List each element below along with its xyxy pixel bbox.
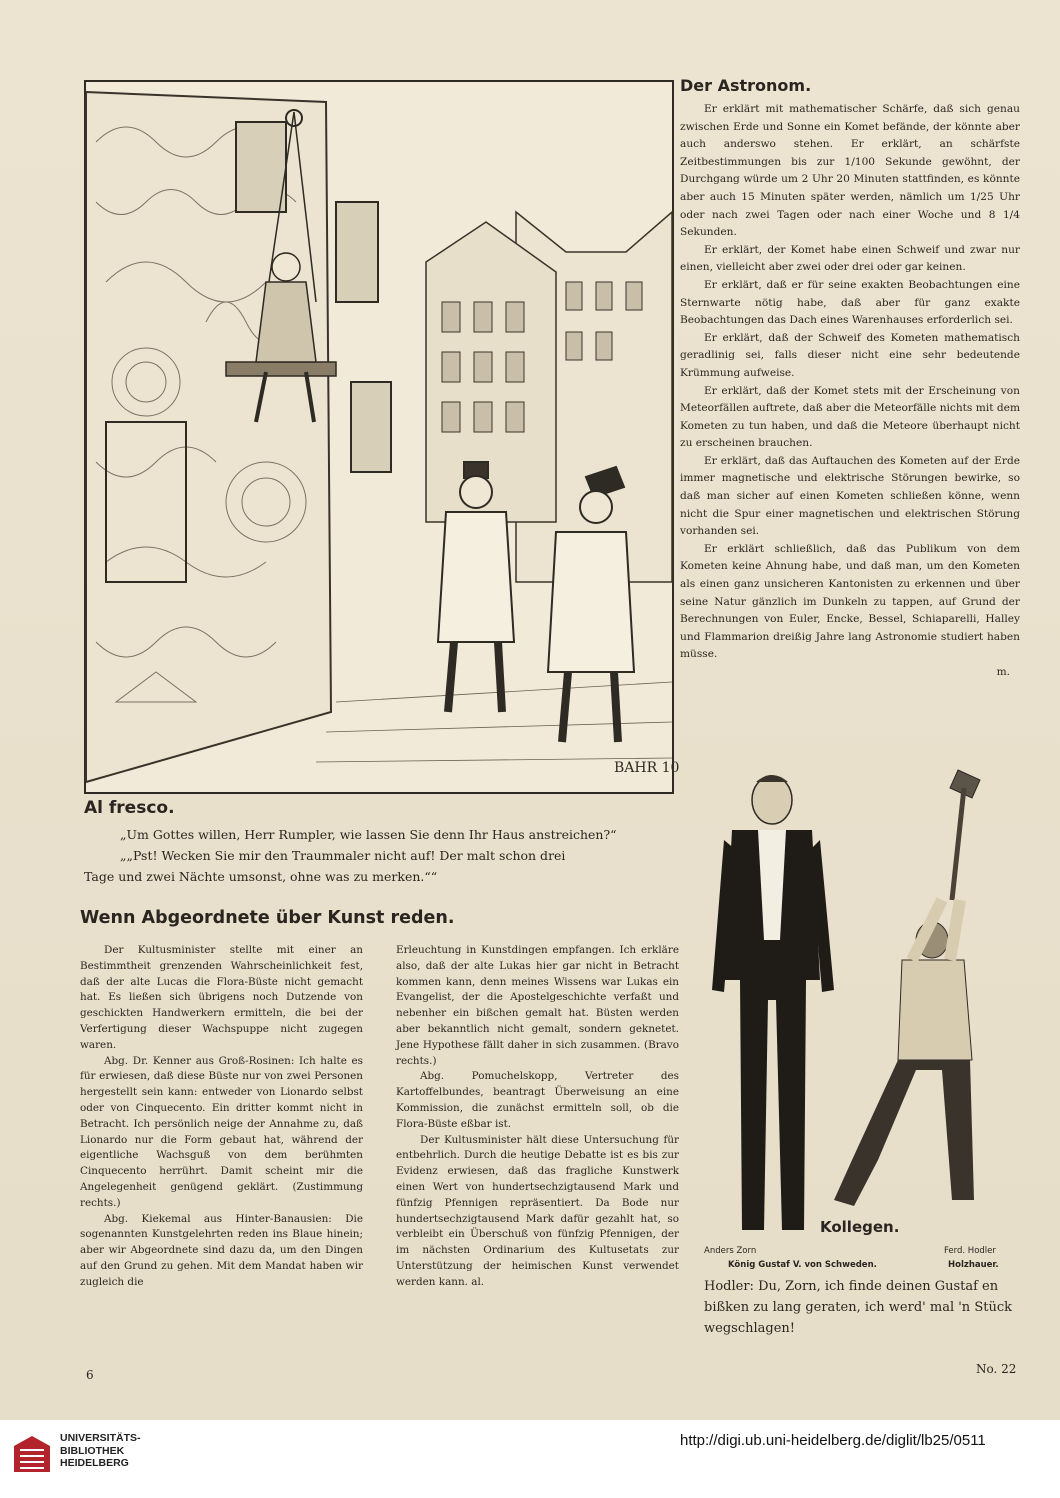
astronom-paragraph: Er erklärt, daß der Komet stets mit der Erscheinung von Meteorfällen auftrete, daß aber die Meteorfälle nichts mit dem Kometen zu tun haben, und daß die Meteore überhaupt nicht zu erscheinen brauchen. bbox=[680, 384, 1020, 450]
astronom-paragraph: Er erklärt, daß er für seine exakten Beobachtungen eine Sternwarte nötig habe, daß aber für ganz exakte Beobachtungen das Dach eines Warenhauses erforderlich sei. bbox=[680, 278, 1020, 327]
article-title: Wenn Abgeordnete über Kunst reden. bbox=[80, 908, 455, 928]
cartoon-drawing bbox=[86, 82, 680, 792]
library-line: HEIDELBERG bbox=[60, 1457, 129, 1469]
article-column-2 bbox=[396, 943, 679, 1291]
page-number: 6 bbox=[86, 1368, 94, 1382]
kollegen-title: Kollegen. bbox=[820, 1218, 900, 1236]
kollegen-illustration bbox=[702, 760, 1020, 1245]
article-paragraph: Der Kultusminister stellte mit einer an Bestimmtheit grenzenden Wahrscheinlichkeit fest, daß der alte Lucas die Flora-Büste nicht gemacht hat. Es ließen sich übrigens noch Dutzende von geschickten Handwerkern ermitteln, die bei der Verfertigung dieser Wachspuppe nicht zugegen waren. bbox=[80, 944, 363, 1051]
source-url-link[interactable]: http://digi.ub.uni-heidelberg.de/diglit/lb25/0511 bbox=[680, 1432, 986, 1449]
kollegen-drawing bbox=[702, 760, 1020, 1245]
library-line: BIBLIOTHEK bbox=[60, 1444, 125, 1457]
article-paragraph: Der Kultusminister hält diese Untersuchung für entbehrlich. Durch die heutige Debatte ist es bis zur Evidenz erwiesen, daß das fragliche Kunstwerk einen Wert von hundertsechzigtausend Mark und fünfzig Pfennigen repräsentiert. Da Bode nur hundertsechzigtausend Mark dafür gezahlt hat, so verbleibt ein Überschuß von fünfzig Pfennigen, der im nächsten Ordinarium des Kultusetats zur Unterstützung der heimischen Kunst verwendet werden kann. al. bbox=[396, 1133, 679, 1288]
university-logo-icon[interactable] bbox=[12, 1432, 52, 1476]
kollegen-quote: Hodler: Du, Zorn, ich finde deinen Gustaf en bißken zu lang geraten, ich werd' mal 'n Stück wegschlagen! bbox=[704, 1279, 1012, 1336]
astronom-paragraph: Er erklärt mit mathematischer Schärfe, daß sich genau zwischen Erde und Sonne ein Komet befände, der könnte aber auch anderswo stehen. Er erklärt, an schärfste Zeitbestimmungen bis zur 1/100 Sekunde gewöhnt, der Durchgang würde um 2 Uhr 20 Minuten stattfinden, es könnte aber auch 15 Minuten später werden, nämlich um 1/25 Uhr oder nach zwei Tagen oder nach einer Woche und 8 1/4 Sekunden. bbox=[680, 103, 1020, 239]
caption-line-1: „Um Gottes willen, Herr Rumpler, wie lassen Sie denn Ihr Haus anstreichen?“ bbox=[120, 827, 617, 842]
caption-line-3: Tage und zwei Nächte umsonst, ohne was zu merken.““ bbox=[84, 869, 438, 884]
article-paragraph: Abg. Kiekemal aus Hinter-Banausien: Die sogenannten Kunstgelehrten reden ins Blaue hinein; aber wir Abgeordnete sind dazu da, um den Dingen auf den Grund zu gehen. Mit dem Mandat haben wir zugleich die bbox=[80, 1212, 363, 1288]
article-column-1 bbox=[80, 943, 363, 1291]
cartoon-caption bbox=[84, 824, 664, 887]
library-name bbox=[60, 1432, 141, 1470]
right-subject-label: Holzhauer. bbox=[948, 1260, 999, 1270]
article-paragraph: Abg. Pomuchelskopp, Vertreter des Kartoffelbundes, beantragt Überweisung an eine Kommission, die zunächst ermitteln soll, ob die Flora-Büste eßbar ist. bbox=[396, 1070, 679, 1130]
left-subject-label: König Gustaf V. von Schweden. bbox=[728, 1260, 877, 1270]
article-paragraph: Abg. Dr. Kenner aus Groß-Rosinen: Ich halte es für erwiesen, daß diese Büste nur von zwei Personen hergestellt sein kann: entweder von Lionardo selbst oder von Cinquecento. Ein dritter kommt nicht in Betracht. Ich persönlich neige der Annahme zu, daß Lionardo nur die Form gebaut hat, während der eigentliche Wachsguß von dem berühmten Cinquecento herrührt. Damit scheint mir die Angelegenheit genügend geklärt. (Zustimmung rechts.) bbox=[80, 1054, 363, 1209]
left-artist-name: Anders Zorn bbox=[704, 1246, 757, 1256]
astronom-signature: m. bbox=[996, 666, 1010, 678]
cartoon-title: Al fresco. bbox=[84, 798, 175, 818]
caption-line-2: „„Pst! Wecken Sie mir den Traummaler nicht auf! Der malt schon drei bbox=[120, 848, 566, 863]
astronom-article bbox=[680, 76, 1020, 682]
astronom-title: Der Astronom. bbox=[680, 76, 812, 95]
cartoon-signature: BAHR 10 bbox=[614, 760, 680, 776]
article-paragraph: Erleuchtung in Kunstdingen empfangen. Ich erkläre also, daß der alte Lukas hier gar nicht in Betracht kommen kann, denn meines Wissens war Lukas ein Evangelist, der die Apostelgeschichte verfaßt und nebenher ein bißchen gemalt hat. Büsten werden aber bekanntlich nicht gemalt, sondern geknetet. Jene Hypothese fällt daher in sich zusammen. (Bravo rechts.) bbox=[396, 944, 679, 1067]
library-line: UNIVERSITÄTS- bbox=[60, 1432, 141, 1444]
issue-number: No. 22 bbox=[976, 1362, 1017, 1376]
right-artist-name: Ferd. Hodler bbox=[944, 1246, 996, 1256]
astronom-paragraph: Er erklärt, daß das Auftauchen des Kometen auf der Erde immer magnetische und elektrische Störungen bewirke, so daß man sicher auf einen Kometen schließen könne, wenn nicht die Spur einer magnetischen und elektrischen Störung vorhanden sei. bbox=[680, 454, 1020, 538]
cartoon-illustration bbox=[84, 80, 680, 794]
astronom-paragraph: Er erklärt schließlich, daß das Publikum von dem Kometen keine Ahnung habe, und daß man, um den Kometen als einen ganz unsicheren Kantonisten zu erkennen und über seine Natur gänzlich im Dunkeln zu tappen, auf Grund der Berechnungen von Euler, Encke, Bessel, Schiaparelli, Halley und Flammarion dreißig Jahre lang Astronomie studiert haben müsse. bbox=[680, 542, 1020, 661]
astronom-paragraph: Er erklärt, daß der Schweif des Kometen mathematisch geradlinig sei, falls dieser nicht eine sehr bedeutende Krümmung aufweise. bbox=[680, 331, 1020, 379]
astronom-paragraph: Er erklärt, der Komet habe einen Schweif und zwar nur einen, vielleicht aber zwei oder drei oder gar keinen. bbox=[680, 243, 1020, 274]
footer-bar bbox=[0, 1420, 1060, 1498]
